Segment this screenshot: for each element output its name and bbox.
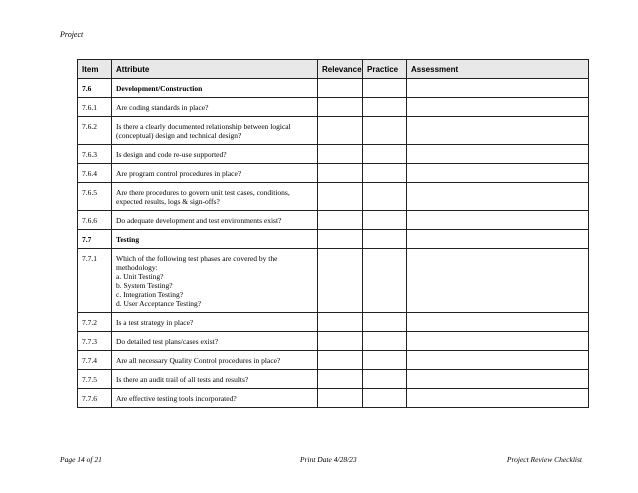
assessment-cell[interactable] <box>407 313 589 332</box>
column-header-relevance: Relevance <box>318 60 363 79</box>
relevance-cell[interactable] <box>318 164 363 183</box>
relevance-cell[interactable] <box>318 183 363 211</box>
item-number-cell: 7.6.2 <box>78 117 112 145</box>
attribute-cell: Are there procedures to govern unit test cases, conditions, expected results, logs & sign-offs? <box>112 183 318 211</box>
relevance-cell[interactable] <box>318 230 363 249</box>
relevance-cell[interactable] <box>318 389 363 408</box>
practice-cell[interactable] <box>363 249 407 313</box>
practice-cell[interactable] <box>363 332 407 351</box>
relevance-cell[interactable] <box>318 370 363 389</box>
assessment-cell[interactable] <box>407 332 589 351</box>
attribute-cell: Is design and code re-use supported? <box>112 145 318 164</box>
item-number-cell: 7.7.6 <box>78 389 112 408</box>
practice-cell[interactable] <box>363 351 407 370</box>
assessment-cell[interactable] <box>407 389 589 408</box>
assessment-cell[interactable] <box>407 249 589 313</box>
item-number-cell: 7.7 <box>78 230 112 249</box>
relevance-cell[interactable] <box>318 249 363 313</box>
attribute-cell: Testing <box>112 230 318 249</box>
assessment-cell[interactable] <box>407 145 589 164</box>
relevance-cell[interactable] <box>318 117 363 145</box>
relevance-cell[interactable] <box>318 351 363 370</box>
item-number-cell: 7.6.3 <box>78 145 112 164</box>
table-row <box>78 332 589 351</box>
relevance-cell[interactable] <box>318 79 363 98</box>
column-header-practice: Practice <box>363 60 407 79</box>
table-row <box>78 117 589 145</box>
assessment-cell[interactable] <box>407 230 589 249</box>
footer-page-number: Page 14 of 21 <box>60 455 102 464</box>
attribute-cell: Do adequate development and test environments exist? <box>112 211 318 230</box>
item-number-cell: 7.7.1 <box>78 249 112 313</box>
assessment-cell[interactable] <box>407 370 589 389</box>
table-row <box>78 211 589 230</box>
attribute-cell: Do detailed test plans/cases exist? <box>112 332 318 351</box>
review-checklist-table <box>77 59 589 408</box>
attribute-cell: Which of the following test phases are covered by the methodology: a. Unit Testing? b. System Testing? c. Integration Testing? d. User Acceptance Testing? <box>112 249 318 313</box>
attribute-cell: Development/Construction <box>112 79 318 98</box>
table-row <box>78 249 589 313</box>
item-number-cell: 7.7.4 <box>78 351 112 370</box>
relevance-cell[interactable] <box>318 332 363 351</box>
assessment-cell[interactable] <box>407 351 589 370</box>
item-number-cell: 7.7.3 <box>78 332 112 351</box>
table-row <box>78 183 589 211</box>
table-row <box>78 164 589 183</box>
table-row <box>78 351 589 370</box>
item-number-cell: 7.7.2 <box>78 313 112 332</box>
assessment-cell[interactable] <box>407 79 589 98</box>
attribute-cell: Are coding standards in place? <box>112 98 318 117</box>
item-number-cell: 7.6 <box>78 79 112 98</box>
attribute-cell: Is there a clearly documented relationship between logical (conceptual) design and technical design? <box>112 117 318 145</box>
item-number-cell: 7.6.1 <box>78 98 112 117</box>
column-header-attribute: Attribute <box>112 60 318 79</box>
attribute-cell: Is there an audit trail of all tests and results? <box>112 370 318 389</box>
practice-cell[interactable] <box>363 313 407 332</box>
practice-cell[interactable] <box>363 370 407 389</box>
practice-cell[interactable] <box>363 145 407 164</box>
table-row <box>78 313 589 332</box>
practice-cell[interactable] <box>363 230 407 249</box>
table-row <box>78 98 589 117</box>
table-row <box>78 389 589 408</box>
relevance-cell[interactable] <box>318 313 363 332</box>
practice-cell[interactable] <box>363 389 407 408</box>
attribute-cell: Are all necessary Quality Control procedures in place? <box>112 351 318 370</box>
practice-cell[interactable] <box>363 98 407 117</box>
practice-cell[interactable] <box>363 183 407 211</box>
assessment-cell[interactable] <box>407 211 589 230</box>
column-header-item: Item <box>78 60 112 79</box>
assessment-cell[interactable] <box>407 117 589 145</box>
practice-cell[interactable] <box>363 211 407 230</box>
header-project-label: Project <box>60 30 84 39</box>
footer-print-date: Print Date 4/28/23 <box>300 455 357 464</box>
table-row <box>78 370 589 389</box>
section-row <box>78 79 589 98</box>
practice-cell[interactable] <box>363 79 407 98</box>
attribute-cell: Is a test strategy in place? <box>112 313 318 332</box>
practice-cell[interactable] <box>363 117 407 145</box>
relevance-cell[interactable] <box>318 98 363 117</box>
table-row <box>78 145 589 164</box>
item-number-cell: 7.7.5 <box>78 370 112 389</box>
item-number-cell: 7.6.5 <box>78 183 112 211</box>
section-row <box>78 230 589 249</box>
item-number-cell: 7.6.4 <box>78 164 112 183</box>
relevance-cell[interactable] <box>318 211 363 230</box>
relevance-cell[interactable] <box>318 145 363 164</box>
practice-cell[interactable] <box>363 164 407 183</box>
assessment-cell[interactable] <box>407 164 589 183</box>
attribute-cell: Are effective testing tools incorporated? <box>112 389 318 408</box>
item-number-cell: 7.6.6 <box>78 211 112 230</box>
attribute-cell: Are program control procedures in place? <box>112 164 318 183</box>
table-header-row <box>78 60 589 79</box>
assessment-cell[interactable] <box>407 183 589 211</box>
footer-document-title: Project Review Checklist <box>506 455 582 464</box>
assessment-cell[interactable] <box>407 98 589 117</box>
column-header-assessment: Assessment <box>407 60 589 79</box>
